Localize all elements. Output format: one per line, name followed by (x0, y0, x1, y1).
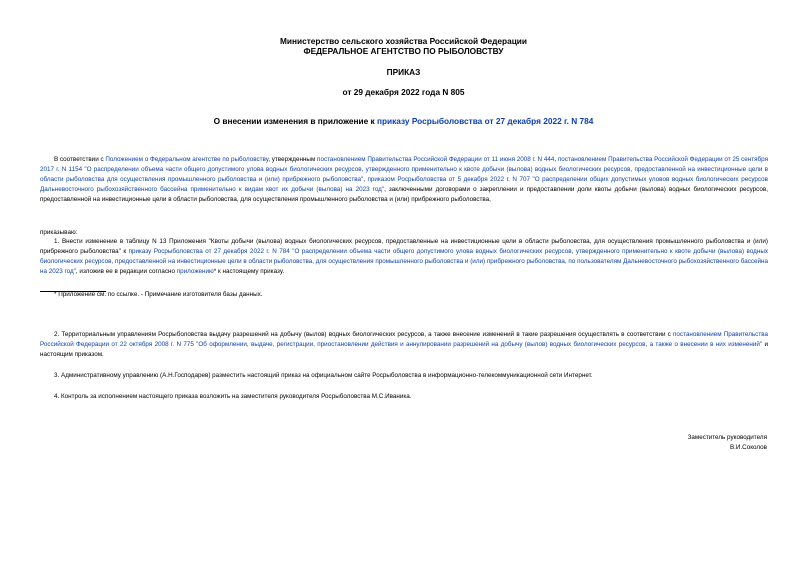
item-3-paragraph: 3. Административному управлению (А.Н.Господарев) разместить настоящий приказ на официальном сайте Росрыболовства в информационно-телекоммуникационной сети Интернет. (54, 372, 593, 379)
footnote: * Приложение см. по ссылке. - Примечание изготовителя базы данных. (54, 291, 263, 298)
preamble-paragraph (40, 155, 768, 205)
item-1-text-1: 1. Внести изменение в таблицу N 13 Приложения "Квоты добычи (вылова) водных биологических ресурсов, предоставленные на инвестиционные цели в области рыболовства, для осуществления промышленного рыболовства и (или) прибрежного рыболовства" к (40, 238, 768, 255)
item-2-text-1: 2. Территориальным управлениям Росрыболовства выдачу разрешений на добычу (вылов) водных биологических ресурсов, а также внесение изменений в такие разрешения осуществлять в соответствии с (54, 331, 673, 338)
doc-title-link[interactable]: приказу Росрыболовства от 27 декабря 2022 г. N 784 (376, 116, 594, 126)
doc-title (0, 116, 807, 126)
link-resolution-1154[interactable]: постановлением Правительства Российской Федерации от 25 сентября 2017 г. N 1154 "О распределении объема части общего допустимого улова водных биологических ресурсов, утвержденного применительно к квоте добычи (вылова) водных биологических ресурсов, предоставленной на инвестиционные цели в области рыболовства для осуществления промышленного рыболовства и (или) прибрежного рыболовства" (40, 156, 768, 183)
preamble-text-3: , (554, 156, 558, 163)
item-1-text-2: , изложив ее в редакции согласно (75, 268, 177, 275)
link-resolution-444[interactable]: постановлением Правительства Российской Федерации от 11 июня 2008 г. N 444 (317, 156, 555, 163)
link-resolution-775[interactable]: постановлением Правительства Российской Федерации от 22 октября 2008 г. N 775 "Об оформлении, выдаче, регистрации, приостановлении действия и аннулировании разрешений на добычу (вылов) водных биологических ресурсов, а также о внесении в них изменений" (40, 331, 768, 348)
item-4-paragraph: 4. Контроль за исполнением настоящего приказа возложить на заместителя руководителя Росрыболовства М.С.Иваника. (54, 393, 412, 400)
preamble-text-5: , заключенными договорами о закреплении и предоставлении доли квоты добычи (вылова) водных биологических ресурсов, предоставленной на инвестиционные цели в области рыболовства, для осуществления промышленного рыболовства и (или) прибрежного рыболовства, (40, 186, 768, 203)
item-1-text-3: * к настоящему приказу. (213, 268, 285, 275)
item-2-paragraph (40, 330, 768, 360)
orders-word: приказываю: (40, 229, 78, 236)
link-order-707[interactable]: приказом Росрыболовства от 5 декабря 2022 г. N 707 "О распределении общих допустимых уловов водных биологических ресурсов Дальневосточного рыбохозяйственного бассейна применительно к видам квот их добычи (вылова) на 2023 год" (40, 176, 769, 193)
preamble-text-2: , утвержденным (268, 156, 318, 163)
link-regulation-agency[interactable]: Положением о Федеральном агентстве по рыболовству (105, 156, 269, 163)
link-appendix[interactable]: приложению (176, 268, 214, 275)
item-2-text-2: и настоящим приказом. (40, 341, 768, 358)
agency-name: ФЕДЕРАЛЬНОЕ АГЕНТСТВО ПО РЫБОЛОВСТВУ (303, 46, 504, 56)
link-order-784[interactable]: приказу Росрыболовства от 27 декабря 2022 г. N 784 "О распределении объема части общего допустимого улова водных биологических ресурсов, утвержденного применительно к квоте добычи (вылова) водных биологических ресурсов, предоставленной на инвестиционные цели в области рыболовства, для осуществления промышленного рыболовства и (или) прибрежного рыболовства, по пользователям Дальневосточного рыбохозяйственного бассейна на 2023 год" (40, 248, 769, 275)
item-1-paragraph (40, 237, 768, 277)
preamble-text-4: , (363, 176, 368, 183)
doc-title-text: О внесении изменения в приложение к (213, 116, 377, 126)
ministry-name: Министерство сельского хозяйства Российской Федерации (280, 36, 527, 46)
signature-position: Заместитель руководителя (687, 434, 767, 441)
signature-name: В.И.Соколов (729, 444, 767, 451)
doc-date-number: от 29 декабря 2022 года N 805 (342, 87, 465, 97)
doc-type: ПРИКАЗ (386, 67, 421, 77)
preamble-text-1: В соответствии с (54, 156, 106, 163)
